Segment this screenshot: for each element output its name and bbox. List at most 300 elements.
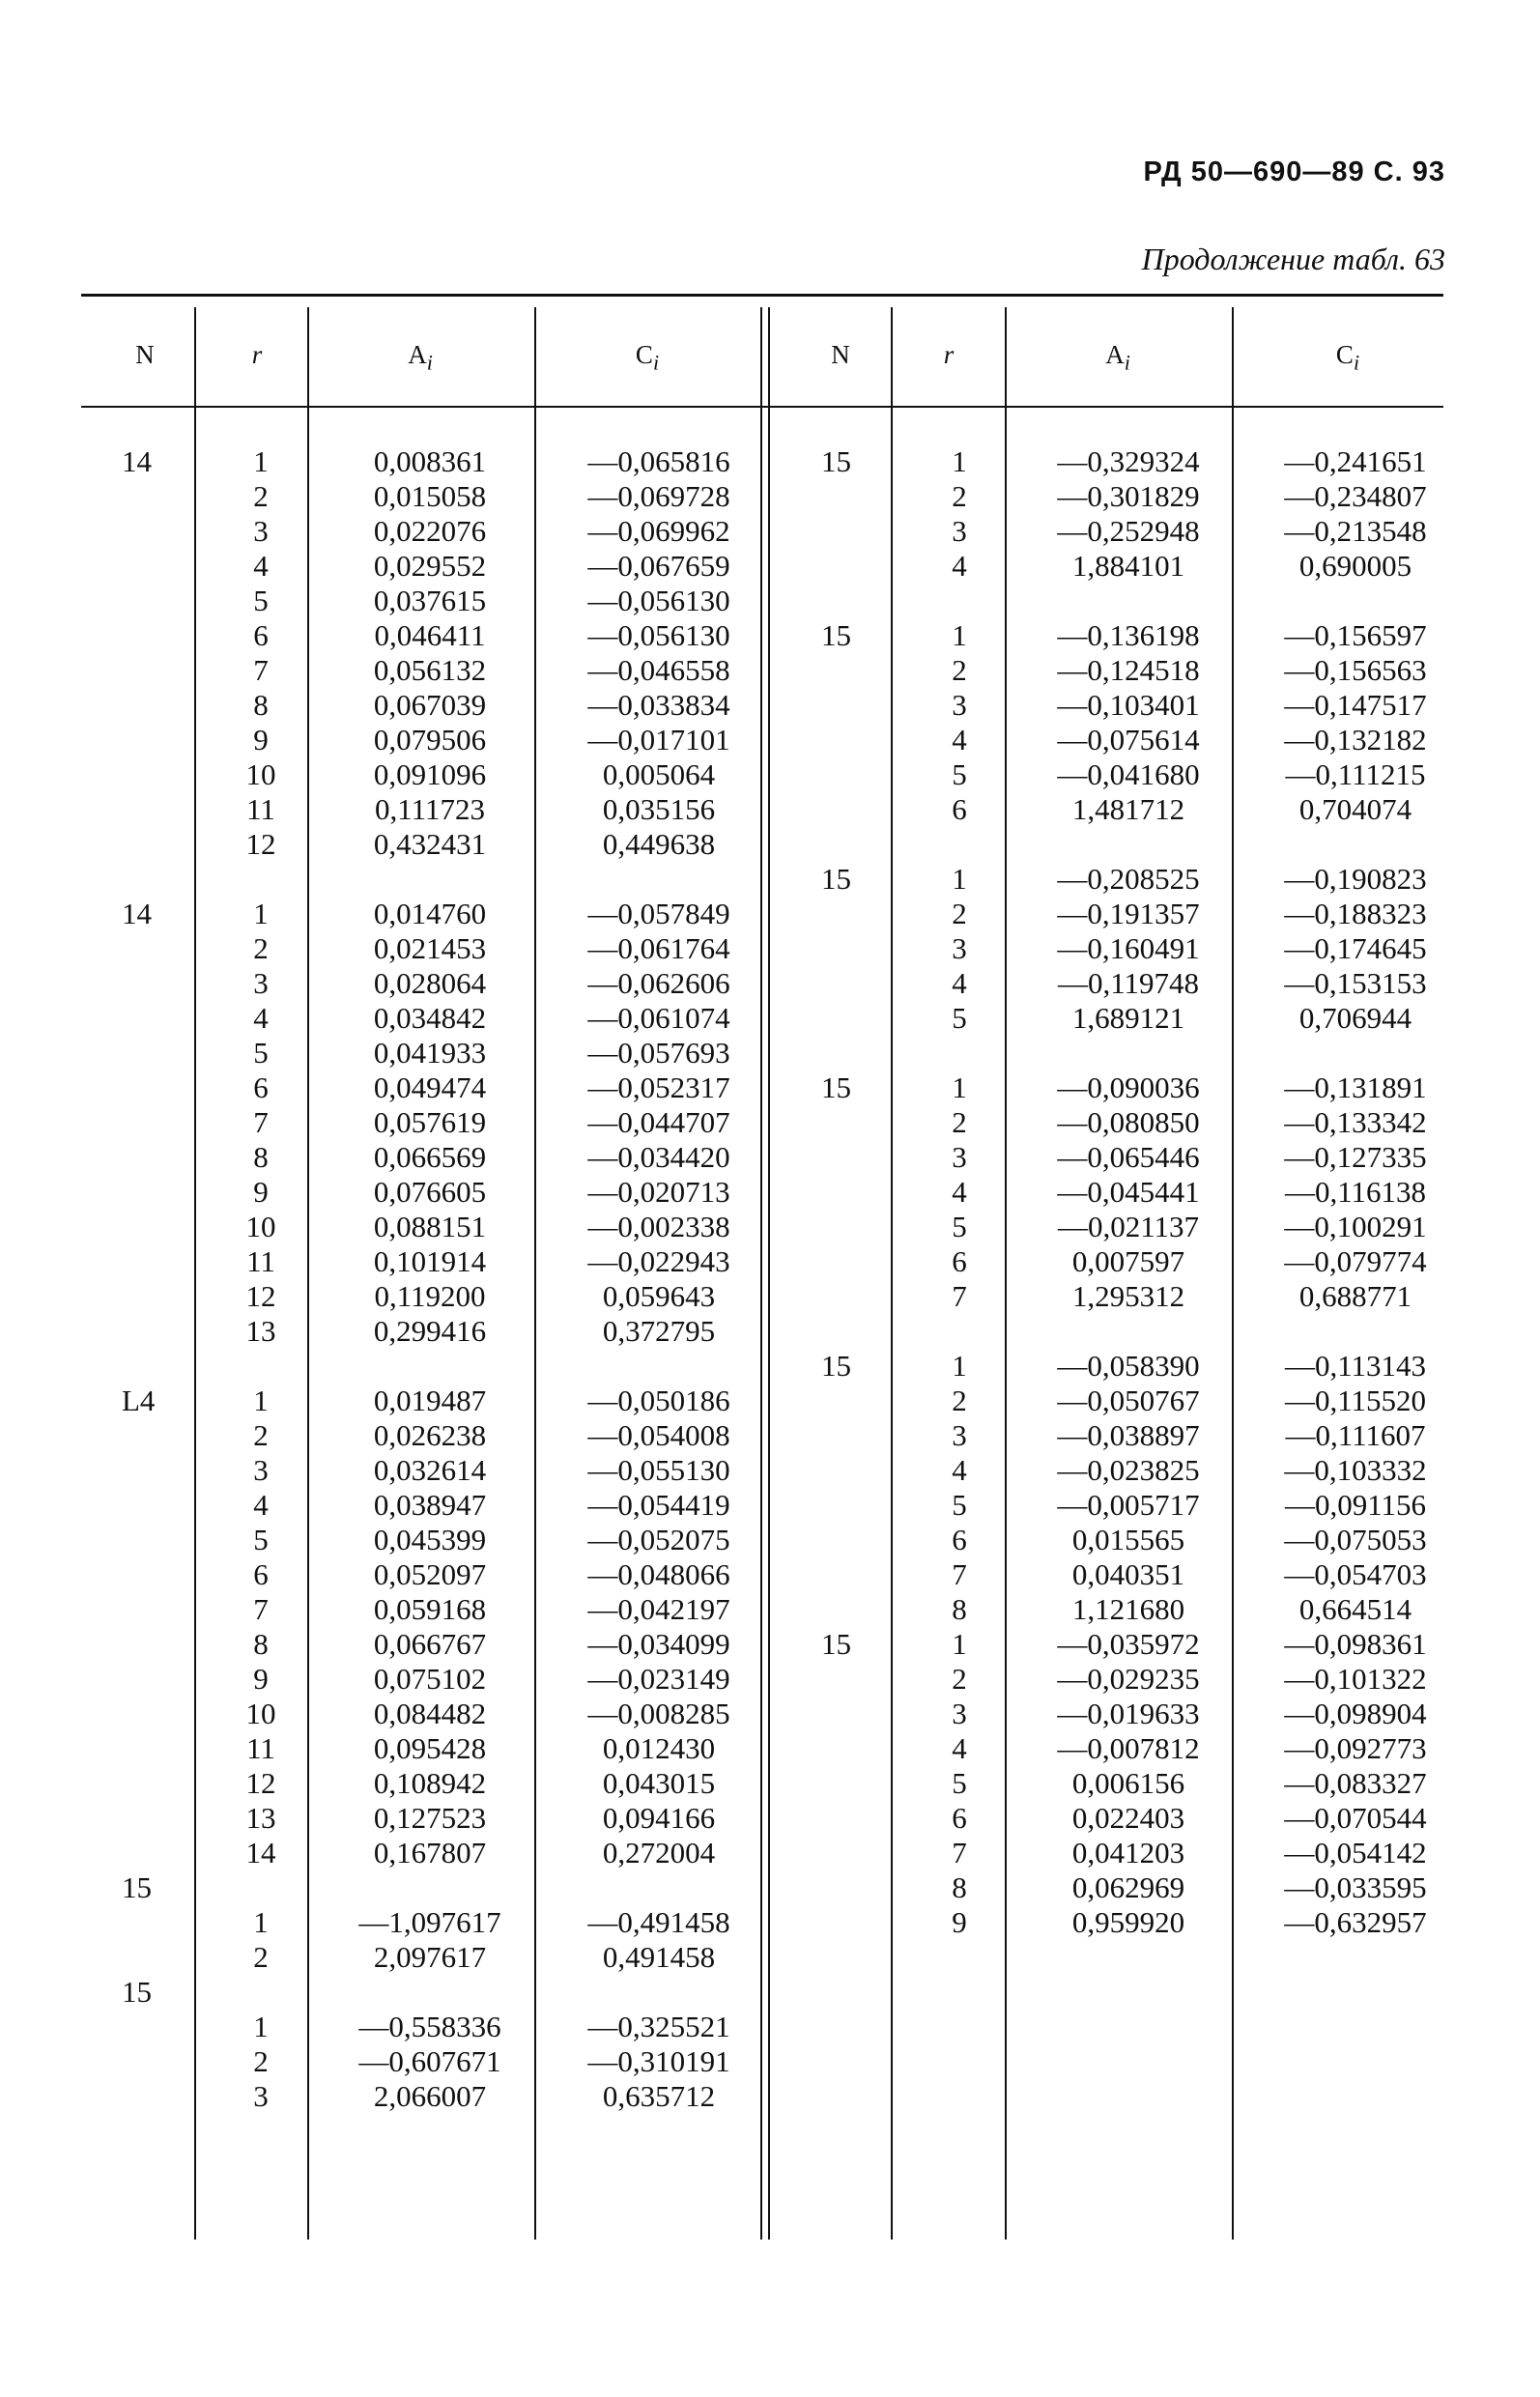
table-cell: 6: [253, 1557, 269, 1591]
table-cell: 0,167807: [373, 1836, 487, 1869]
table-cell: —0,607671: [358, 2044, 501, 2078]
table-cell: [122, 1662, 155, 1697]
table-cell: 3: [253, 514, 269, 548]
table-cell: 2: [952, 479, 967, 513]
table-cell: 3: [253, 1453, 269, 1487]
table-cell: —0,098904: [1284, 1697, 1427, 1730]
table-cell: [122, 653, 155, 688]
table-cell: 5: [253, 1523, 269, 1556]
table-cell: [122, 2044, 155, 2079]
header-r-left: r: [251, 340, 263, 369]
left-n-column: [122, 444, 155, 2079]
table-cell: —0,029235: [1057, 1662, 1200, 1696]
table-cell: 0,015565: [1071, 1523, 1185, 1556]
table-cell: 0,029552: [373, 549, 487, 583]
table-cell: [333, 1975, 527, 2010]
table-cell: —0,034420: [587, 1140, 730, 1174]
table-cell: 5: [952, 757, 967, 791]
left-r-column: [242, 444, 280, 2114]
table-cell: 0,067039: [373, 688, 487, 722]
table-cell: 0,037615: [373, 584, 487, 617]
table-cell: [122, 1940, 155, 1975]
table-cell: —0,065816: [587, 444, 730, 478]
table-cell: 1: [952, 444, 967, 478]
table-cell: —0,070544: [1284, 1801, 1427, 1835]
table-cell: 3: [952, 1418, 967, 1452]
table-cell: [821, 931, 851, 966]
table-cell: —0,131891: [1284, 1070, 1427, 1104]
table-cell: [821, 1036, 851, 1070]
table-cell: [122, 1801, 155, 1836]
table-cell: 6: [253, 618, 269, 652]
table-cell: [1032, 584, 1225, 618]
table-cell: 8: [952, 1870, 967, 1904]
table-cell: 0,008361: [373, 444, 487, 478]
header-c-base: C: [635, 340, 653, 369]
page-header: РД 50—690—89 С. 93: [1143, 157, 1445, 187]
table-cell: 1,689121: [1071, 1001, 1185, 1035]
table-cell: —0,075614: [1057, 723, 1200, 756]
table-cell: —0,061074: [587, 1001, 730, 1035]
table-cell: —0,034099: [587, 1627, 730, 1661]
table-cell: [122, 1453, 155, 1488]
table-cell: 2: [952, 1384, 967, 1417]
table-cell: [1259, 1314, 1452, 1349]
table-cell: [122, 1314, 155, 1349]
table-cell: 14: [122, 897, 152, 930]
table-cell: 4: [952, 1731, 967, 1765]
table-cell: [122, 1036, 155, 1070]
table-cell: [122, 1488, 155, 1523]
table-cell: —0,022943: [587, 1244, 730, 1278]
table-cell: 0,059643: [602, 1279, 716, 1313]
table-cell: 6: [952, 1801, 967, 1835]
table-cell: 0,111723: [375, 792, 485, 826]
table-cell: 5: [253, 584, 269, 617]
table-cell: —0,042197: [587, 1592, 730, 1626]
table-cell: 9: [952, 1905, 967, 1939]
table-cell: 0,034842: [373, 1001, 487, 1035]
table-cell: [821, 1140, 851, 1175]
table-cell: 2: [253, 479, 269, 513]
table-cell: [122, 1836, 155, 1870]
table-cell: [1259, 827, 1452, 862]
table-cell: 0,690005: [1298, 549, 1412, 583]
table-cell: [122, 1766, 155, 1801]
table-cell: —0,188323: [1284, 897, 1427, 930]
table-cell: —0,058390: [1057, 1349, 1200, 1383]
table-cell: —0,115520: [1284, 1384, 1427, 1417]
table-cell: 0,046411: [374, 618, 486, 652]
table-cell: —0,041680: [1057, 757, 1200, 791]
table-cell: —0,023825: [1057, 1453, 1200, 1487]
table-cell: [940, 1036, 979, 1070]
table-cell: [821, 1279, 851, 1314]
table-cell: [821, 1384, 851, 1418]
table-cell: [122, 618, 155, 653]
table-cell: 0,028064: [373, 966, 487, 1000]
table-cell: 7: [952, 1279, 967, 1313]
table-cell: 0,015058: [373, 479, 487, 513]
right-a-column: [1032, 444, 1225, 1940]
table-cell: 5: [952, 1210, 967, 1243]
table-cell: 11: [246, 1731, 275, 1765]
table-cell: 4: [253, 1488, 269, 1522]
table-cell: 0,084482: [373, 1697, 487, 1730]
table-cell: 13: [245, 1801, 276, 1835]
table-cell: 0,062969: [1071, 1870, 1185, 1904]
table-cell: [122, 1418, 155, 1453]
table-cell: [122, 966, 155, 1001]
table-cell: [821, 1592, 851, 1627]
table-cell: 0,372795: [602, 1314, 716, 1348]
table-cell: 2,066007: [373, 2079, 487, 2113]
table-cell: 7: [952, 1836, 967, 1869]
table-cell: 0,052097: [373, 1557, 487, 1591]
table-cell: [242, 862, 280, 897]
table-cell: 8: [253, 1627, 269, 1661]
table-cell: 0,108942: [373, 1766, 487, 1800]
table-cell: 0,035156: [602, 792, 716, 826]
table-cell: —0,491458: [587, 1905, 730, 1939]
table-cell: [122, 1523, 155, 1557]
table-cell: 0,079506: [373, 723, 487, 756]
table-cell: 0,041203: [1071, 1836, 1185, 1869]
table-cell: [122, 1001, 155, 1036]
table-cell: 0,005064: [602, 757, 716, 791]
table-cell: 7: [253, 1105, 269, 1139]
table-cell: 6: [952, 792, 967, 826]
table-cell: [122, 757, 155, 792]
table-cell: [122, 1244, 155, 1279]
table-cell: 0,019487: [373, 1384, 487, 1417]
table-cell: —0,098361: [1284, 1627, 1427, 1661]
table-cell: 1: [253, 897, 269, 930]
table-cell: —0,038897: [1057, 1418, 1200, 1452]
table-cell: [821, 584, 851, 618]
table-cell: —0,056130: [587, 584, 730, 617]
table-cell: 2: [952, 1105, 967, 1139]
table-cell: [1259, 1036, 1452, 1070]
table-cell: 3: [952, 931, 967, 965]
left-c-column: [562, 444, 756, 2114]
table-cell: —0,005717: [1057, 1488, 1200, 1522]
table-cell: —0,021137: [1057, 1210, 1200, 1243]
table-cell: 15: [821, 444, 851, 478]
table-cell: —0,136198: [1057, 618, 1200, 652]
table-cell: [821, 514, 851, 549]
column-divider: [760, 307, 762, 2240]
table-cell: —0,116138: [1284, 1175, 1427, 1209]
table-cell: [122, 1070, 155, 1105]
table-cell: 0,040351: [1071, 1557, 1185, 1591]
table-cell: 0,026238: [373, 1418, 487, 1452]
table-cell: 5: [253, 1036, 269, 1070]
table-cell: 6: [952, 1244, 967, 1278]
table-cell: —0,057849: [587, 897, 730, 930]
table-cell: —0,062606: [587, 966, 730, 1000]
table-cell: —0,017101: [587, 723, 730, 756]
table-cell: 15: [122, 1975, 152, 2009]
table-cell: [122, 1140, 155, 1175]
table-cell: [122, 1279, 155, 1314]
table-cell: [821, 1801, 851, 1836]
table-cell: 6: [952, 1523, 967, 1556]
table-cell: 1: [253, 444, 269, 478]
table-cell: —0,052075: [587, 1523, 730, 1556]
table-cell: [821, 1418, 851, 1453]
table-cell: 11: [246, 792, 275, 826]
table-cell: 0,043015: [602, 1766, 716, 1800]
table-cell: [122, 1349, 155, 1384]
table-cell: [821, 1175, 851, 1210]
table-cell: —0,075053: [1284, 1523, 1427, 1556]
table-cell: 1: [952, 862, 967, 896]
table-cell: [821, 1244, 851, 1279]
table-cell: 15: [821, 1627, 851, 1661]
table-cell: 0,049474: [373, 1070, 487, 1104]
table-cell: 0,095428: [373, 1731, 487, 1765]
table-cell: —0,033595: [1284, 1870, 1427, 1904]
table-cell: 15: [821, 862, 851, 896]
table-cell: [821, 688, 851, 723]
table-cell: —0,054142: [1284, 1836, 1427, 1869]
table-cell: [122, 1697, 155, 1731]
table-cell: 2: [952, 653, 967, 687]
table-cell: 7: [253, 1592, 269, 1626]
table-cell: [940, 1314, 979, 1349]
table-cell: 3: [253, 2079, 269, 2113]
table-cell: —0,191357: [1057, 897, 1200, 930]
table-cell: —0,153153: [1284, 966, 1427, 1000]
table-cell: 2,097617: [373, 1940, 487, 1974]
table-cell: [821, 1105, 851, 1140]
table-cell: L4: [122, 1384, 156, 1417]
table-cell: —0,046558: [587, 653, 730, 687]
table-cell: 2: [952, 897, 967, 930]
table-cell: 1: [253, 1384, 269, 1417]
table-cell: —0,156597: [1284, 618, 1427, 652]
table-cell: —0,054419: [587, 1488, 730, 1522]
table-cell: —0,044707: [587, 1105, 730, 1139]
table-cell: 2: [253, 1418, 269, 1452]
header-a-sub: i: [426, 350, 433, 375]
table-cell: 1: [952, 1349, 967, 1383]
table-cell: [821, 723, 851, 757]
table-cell: —0,558336: [358, 2010, 501, 2043]
table-cell: —0,092773: [1284, 1731, 1427, 1765]
table-cell: —0,054008: [587, 1418, 730, 1452]
header-c-base: C: [1335, 340, 1354, 369]
table-cell: —0,091156: [1284, 1488, 1427, 1522]
table-cell: —0,124518: [1057, 653, 1200, 687]
header-a-base: A: [408, 340, 427, 369]
table-cell: [122, 1731, 155, 1766]
table-cell: 5: [952, 1766, 967, 1800]
table-cell: 0,635712: [602, 2079, 716, 2113]
table-cell: —0,069728: [587, 479, 730, 513]
table-cell: [242, 1349, 280, 1384]
table-cell: [562, 1349, 756, 1384]
table-cell: 0,041933: [373, 1036, 487, 1070]
table-cell: —0,008285: [587, 1697, 730, 1730]
table-cell: [122, 479, 155, 514]
table-cell: —0,079774: [1284, 1244, 1427, 1278]
table-cell: 3: [952, 688, 967, 722]
table-cell: —0,067659: [587, 549, 730, 583]
table-cell: [821, 653, 851, 688]
table-cell: [940, 827, 979, 862]
left-a-column: [333, 444, 527, 2114]
table-cell: [122, 1592, 155, 1627]
table-cell: [1259, 584, 1452, 618]
table-cell: [122, 723, 155, 757]
table-cell: [122, 1105, 155, 1140]
table-cell: —0,065446: [1057, 1140, 1200, 1174]
table-cell: [940, 584, 979, 618]
table-cell: 0,007597: [1071, 1244, 1185, 1278]
table-cell: 1: [952, 1627, 967, 1661]
table-cell: —0,069962: [587, 514, 730, 548]
table-cell: [242, 1975, 280, 2010]
table-cell: 10: [245, 1210, 276, 1243]
table-cell: 15: [122, 1870, 152, 1904]
table-cell: —0,033834: [587, 688, 730, 722]
table-cell: 4: [952, 1175, 967, 1209]
table-cell: [562, 862, 756, 897]
table-cell: [821, 1488, 851, 1523]
table-cell: [821, 1557, 851, 1592]
table-cell: —0,045441: [1057, 1175, 1200, 1209]
table-cell: —0,325521: [587, 2010, 730, 2043]
table-cell: 0,119200: [374, 1279, 486, 1313]
table-cell: 1,884101: [1071, 549, 1185, 583]
table-cell: —0,113143: [1284, 1349, 1427, 1383]
table-cell: —0,103401: [1057, 688, 1200, 722]
table-cell: 3: [952, 1140, 967, 1174]
table-cell: [122, 792, 155, 827]
table-cell: [821, 1836, 851, 1870]
table-cell: 11: [246, 1244, 275, 1278]
table-cell: 2: [253, 931, 269, 965]
table-cell: [821, 1766, 851, 1801]
table-cell: 0,706944: [1298, 1001, 1412, 1035]
table-cell: 14: [245, 1836, 276, 1869]
right-n-column: [821, 444, 851, 1940]
table-cell: —0,055130: [587, 1453, 730, 1487]
table-cell: [333, 1870, 527, 1905]
table-cell: 3: [952, 514, 967, 548]
table-cell: —0,119748: [1057, 966, 1200, 1000]
table-cell: —0,213548: [1284, 514, 1427, 548]
table-cell: 0,127523: [373, 1801, 487, 1835]
column-divider: [1005, 307, 1007, 2240]
table-cell: [122, 1905, 155, 1940]
table-cell: [122, 2010, 155, 2044]
table-cell: —0,101322: [1284, 1662, 1427, 1696]
table-cell: [122, 514, 155, 549]
table-cell: 0,704074: [1298, 792, 1412, 826]
header-a-base: A: [1105, 340, 1125, 369]
table-cell: 4: [253, 1001, 269, 1035]
table-cell: 1: [952, 618, 967, 652]
table-cell: 7: [952, 1557, 967, 1591]
table-cell: 0,045399: [373, 1523, 487, 1556]
header-r-right: r: [943, 340, 955, 369]
table-cell: 1,481712: [1071, 792, 1185, 826]
table-cell: —0,050186: [587, 1384, 730, 1417]
table-cell: 2: [952, 1662, 967, 1696]
table-cell: 1: [253, 1905, 269, 1939]
table-cell: 0,959920: [1071, 1905, 1185, 1939]
table-cell: 10: [245, 1697, 276, 1730]
table-cell: —0,100291: [1284, 1210, 1427, 1243]
table-cell: 0,057619: [373, 1105, 487, 1139]
column-divider: [1232, 307, 1234, 2240]
table-cell: [122, 827, 155, 862]
table-cell: —0,090036: [1057, 1070, 1200, 1104]
header-n-left: N: [135, 340, 155, 369]
header-n-right: N: [831, 340, 850, 369]
table-top-rule: [81, 294, 1443, 297]
table-cell: [821, 1697, 851, 1731]
table-cell: 0,012430: [602, 1731, 716, 1765]
table-cell: 0,094166: [602, 1801, 716, 1835]
table-cell: —0,252948: [1057, 514, 1200, 548]
column-divider: [768, 307, 770, 2240]
table-cell: [562, 1975, 756, 2010]
table-cell: [821, 1453, 851, 1488]
header-c-sub: i: [1353, 350, 1360, 375]
table-cell: —0,048066: [587, 1557, 730, 1591]
table-cell: —0,111607: [1285, 1418, 1426, 1452]
table-cell: [1032, 827, 1225, 862]
header-c-right: [1285, 340, 1411, 375]
table-cell: —0,208525: [1057, 862, 1200, 896]
table-cell: —0,133342: [1284, 1105, 1427, 1139]
table-cell: 0,091096: [373, 757, 487, 791]
table-cell: —0,002338: [587, 1210, 730, 1243]
table-cell: 12: [245, 1279, 276, 1313]
table-cell: 4: [952, 723, 967, 756]
right-c-column: [1259, 444, 1452, 1940]
table-cell: —0,147517: [1284, 688, 1427, 722]
header-a-right: [1055, 340, 1181, 375]
table-cell: 12: [245, 827, 276, 861]
table-cell: —0,103332: [1284, 1453, 1427, 1487]
header-c-sub: i: [652, 350, 660, 375]
table-cell: —0,035972: [1057, 1627, 1200, 1661]
table-cell: [821, 549, 851, 584]
table-cell: 0,066767: [373, 1627, 487, 1661]
table-cell: 1: [253, 2010, 269, 2043]
table-cell: 0,299416: [373, 1314, 487, 1348]
table-cell: —0,080850: [1057, 1105, 1200, 1139]
table-cell: —0,050767: [1057, 1384, 1200, 1417]
table-cell: 2: [253, 1940, 269, 1974]
table-cell: [122, 931, 155, 966]
table-cell: [821, 966, 851, 1001]
table-cell: 8: [253, 1140, 269, 1174]
table-cell: 15: [821, 618, 851, 652]
table-cell: [821, 1905, 851, 1940]
table-cell: 0,022403: [1071, 1801, 1185, 1835]
table-cell: 0,664514: [1298, 1592, 1412, 1626]
table-cell: 15: [821, 1349, 851, 1383]
table-cell: —0,132182: [1284, 723, 1427, 756]
table-cell: —0,190823: [1284, 862, 1427, 896]
table-continuation-caption: Продолжение табл. 63: [1141, 242, 1445, 276]
